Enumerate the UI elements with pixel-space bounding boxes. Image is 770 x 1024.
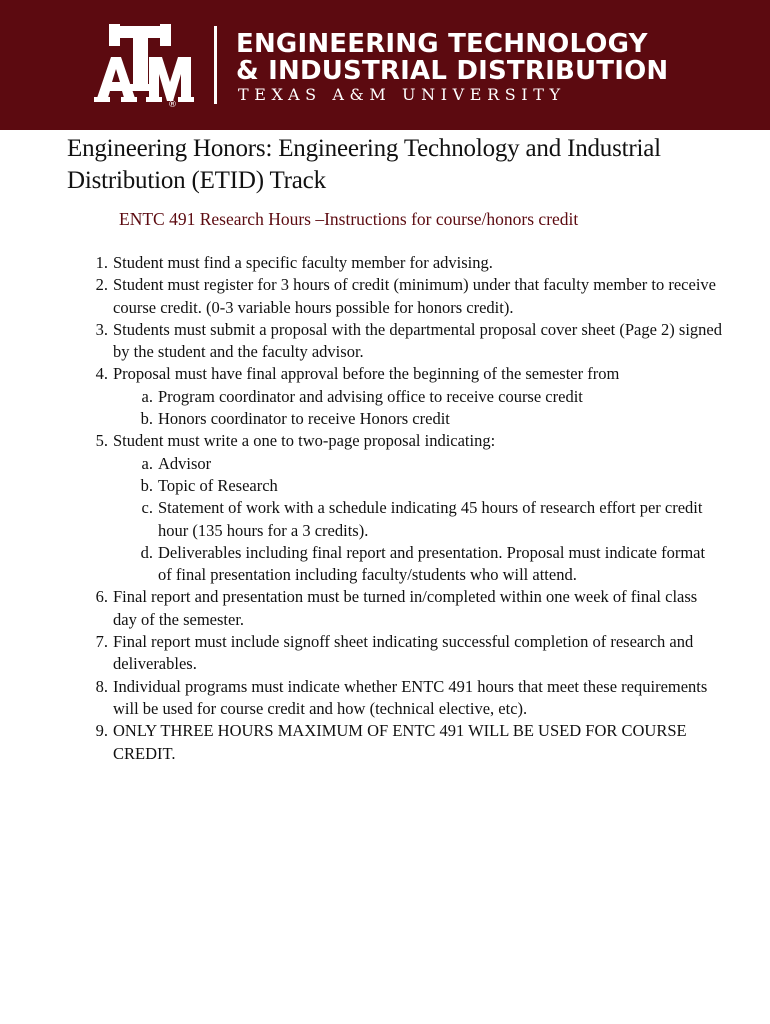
- sub-list-item-letter: b.: [140, 409, 153, 429]
- list-item: [82, 319, 722, 364]
- list-item: [82, 631, 722, 676]
- list-item: [82, 363, 722, 430]
- registered-mark: ®: [168, 100, 177, 108]
- list-item-number: 6.: [95, 587, 108, 607]
- header-banner: [0, 0, 770, 130]
- list-item-number: 5.: [95, 431, 108, 451]
- list-item-number: 7.: [95, 632, 108, 652]
- sub-list: [113, 453, 722, 587]
- list-item: [82, 720, 722, 765]
- sub-list-item-letter: c.: [141, 498, 153, 518]
- list-item: [82, 252, 722, 274]
- requirements-list: [82, 252, 722, 765]
- list-item-text: Students must submit a proposal with the departmental proposal cover sheet (Page 2) signed by the student and the faculty advisor.: [113, 319, 723, 362]
- sub-list-item: [113, 497, 722, 542]
- list-item-number: 2.: [95, 275, 108, 295]
- document-title: Engineering Honors: Engineering Technology and Industrial Distribution (ETID) Track: [67, 135, 661, 194]
- sub-list-item-letter: a.: [141, 386, 153, 406]
- list-item-text: Final report must include signoff sheet indicating successful completion of research and deliverables.: [113, 632, 694, 674]
- list-item-number: 9.: [95, 721, 108, 741]
- list-item-text: Final report and presentation must be turned in/completed within one week of final class day of the semester.: [113, 587, 698, 629]
- list-item-text: Student must register for 3 hours of credit (minimum) under that faculty member to receive course credit. (0-3 variable hours possible for honors credit).: [113, 275, 716, 317]
- list-item-number: 3.: [95, 319, 108, 339]
- sub-list-item: [113, 408, 722, 430]
- sub-list-item-text: Deliverables including final report and presentation. Proposal must indicate format of final presentation including faculty/students who will attend.: [158, 542, 706, 585]
- list-item-text: Student must find a specific faculty member for advising.: [113, 253, 493, 272]
- sub-list-item-text: Topic of Research: [158, 475, 278, 495]
- list-item-text: Proposal must have final approval before the beginning of the semester from: [113, 364, 620, 384]
- list-item: [82, 586, 722, 631]
- sub-list-item: [113, 386, 722, 408]
- list-item-text: Student must write a one to two-page proposal indicating:: [113, 431, 496, 451]
- list-item: [82, 274, 722, 319]
- sub-list-item: [113, 542, 722, 587]
- list-item-number: 1.: [95, 253, 108, 272]
- sub-list: [113, 386, 722, 431]
- sub-list-item-letter: a.: [141, 453, 153, 473]
- list-item-text: ONLY THREE HOURS MAXIMUM OF ENTC 491 WILL BE USED FOR COURSE CREDIT.: [113, 721, 687, 763]
- banner-divider: [214, 26, 217, 104]
- list-item-number: 8.: [95, 676, 108, 696]
- list-item: [82, 430, 722, 586]
- list-item-text: Individual programs must indicate whether ENTC 491 hours that meet these requirements will be used for course credit and how (technical elective, etc).: [113, 676, 708, 718]
- sub-list-item-text: Honors coordinator to receive Honors credit: [158, 409, 450, 429]
- atm-logo: [94, 24, 194, 108]
- sub-list-item-text: Advisor: [158, 453, 212, 473]
- university-name: TEXAS A&M UNIVERSITY: [238, 85, 566, 104]
- sub-list-item: [113, 475, 722, 497]
- sub-list-item-text: Statement of work with a schedule indicating 45 hours of research effort per credit hour (135 hours for a 3 credits).: [158, 498, 703, 540]
- sub-list-item-text: Program coordinator and advising office to receive course credit: [158, 386, 583, 406]
- department-name-line2: & INDUSTRIAL DISTRIBUTION: [236, 56, 669, 86]
- list-item-number: 4.: [95, 364, 108, 384]
- sub-list-item-letter: d.: [140, 542, 153, 562]
- department-name-line1: ENGINEERING TECHNOLOGY: [236, 29, 648, 59]
- list-item: [82, 676, 722, 721]
- sub-list-item: [113, 453, 722, 475]
- sub-list-item-letter: b.: [140, 475, 153, 495]
- document-subtitle: ENTC 491 Research Hours –Instructions for course/honors credit: [119, 209, 579, 229]
